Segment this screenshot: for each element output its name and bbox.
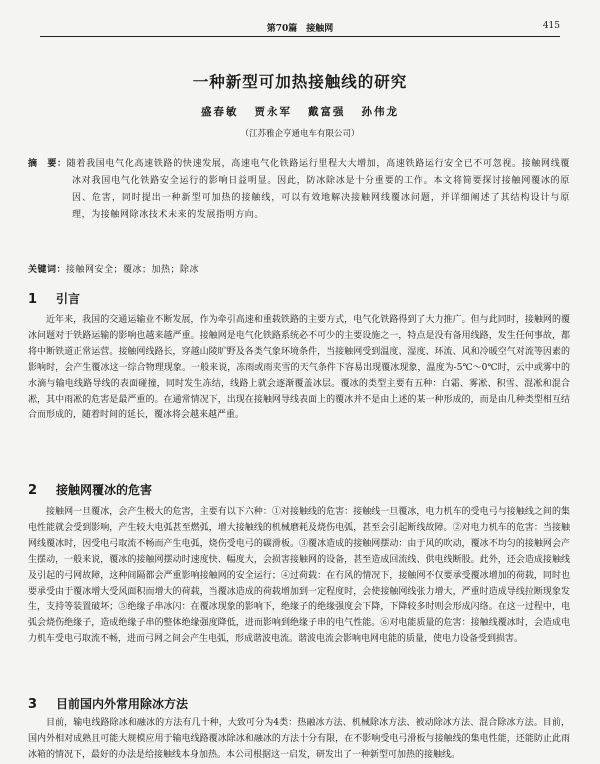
section-number: 3 — [28, 697, 38, 712]
abstract-label: 摘 要： — [28, 159, 67, 169]
author-name: 孙伟龙 — [361, 106, 399, 118]
section-title: 目前国内外常用除冰方法 — [56, 697, 189, 711]
author-list — [0, 104, 600, 119]
section-heading-3 — [28, 695, 570, 712]
abstract-text: 随着我国电气化高速铁路的快速发展，高速电气化铁路运行里程大大增加，高速铁路运行安全已不可忽视。接触网线覆冰对我国电气化铁路安全运行的影响日益明显。因此，防冰除冰是十分重要的工作。本文将简要探讨接触网覆冰的原因、危害，同时提出一种新型可加热的接触线，可以有效地解决接触网线覆冰问题，并详细阐述了其结构设计与原理，为接触网除冰技术未来的发展指明方向。 — [66, 159, 571, 220]
section-body-1: 近年来，我国的交通运输业不断发展，作为牵引高速和重载铁路的主要方式，电气化铁路得到了大力推广。但与此同时，接触网的覆冰问题对于铁路运输的影响也越来越严重。接触网是电气化铁路系统必不可少的主要设施之一，特点是没有备用线路，发生任何事故，都将中断铁道正常运营。接触网线路长，穿越山陵旷野及各类气象环境条件，当接触网受到温度、湿度、环流、风和冷暖空气对流等因素的影响时，会产生覆冰这一综合物理现象。一般来说，冻雨或雨夹雪的天气条件下容易出现覆冰现象，温度为-5℃～0℃时，云中或雾中的水滴与输电线路导线的表面碰撞，同时发生冻结，线路上就会逐渐覆盖冰层。覆冰的类型主要有五种：白霜、雾凇、积雪、混凇和混合凇，其中雨凇的危害是最严重的。在通常情况下，出现在接触网导线表面上的覆冰并不是由上述的某一种形成的，而是由几种类型相互结合而形成的，随着时间的延长，覆冰将会越来越严重。 — [28, 315, 570, 421]
abstract — [28, 156, 570, 224]
section-body-2: 接触网一旦覆冰，会产生极大的危害，主要有以下六种：①对接触线的危害：接触线一旦覆冰，电力机车的受电弓与接触线之间的集电性能就会受到影响，产生较大电弧甚至燃弧，增大接触线的机械磨耗及烧伤电弧，甚至会引起断线故障。②对电力机车的危害：当接触网线覆冰时，因受电弓取流不畅而产生电弧，烧伤受电弓的碳滑板。③覆冰造成的接触网摆动：由于风的吹动，覆冰不均匀的接触网会产生摆动，一般来说，覆冰的接触网摆动时速度快、幅度大，会损害接触网的设备，甚至造成回流线、供电线断股。此外，还会造成接触线及引起的弓网故障，这种间隔都会严重影响接触网的安全运行；④过荷载：在冇风的情况下，接触网不仅要承受覆冰增加的荷载，同时也要承受由于覆冰增大受风面积而增大的荷载，当覆冰造成的荷载增加到一定程度时，会使接触网线张力增大，严重时造成导线拉断现象发生，支持等装置破坏；⑤绝缘子串冰闪：在覆冰现象的影响下，绝缘子的绝缘强度会下降，下降较多时则会形成闪络。在这一过程中，电弧会烧伤绝缘子，造成绝缘子串的整体绝缘强度降低，进而影响到绝缘子串的电气性能。⑥对电能质量的危害：接触线覆冰时，会造成电力机车受电弓取流不畅，进而弓网之间会产生电弧，形成谐波电流。谐波电流会影响电网电能的质量，使电力设备受到损害。 — [28, 507, 570, 645]
section-body-3: 目前，输电线路除冰和融冰的方法有几十种，大致可分为4类：热融冰方法、机械除冰方法、被动除冰方法、混合除冰方法。目前，国内外相对成熟且可能大规模应用于输电线路覆冰除冰和融冰的方法十分有限，在不影响受电弓滑板与接触线的集电性能，还能防止此雨冰箱的情况下，最好的办法是给接触线本身加热。本公司根据这一启发，研发出了一种新型可加热的接触线。 — [28, 718, 570, 760]
keywords-text: 接触网安全；覆冰；加热；除冰 — [66, 265, 200, 275]
section-title: 引言 — [56, 292, 81, 306]
section-number: 2 — [28, 483, 38, 498]
section-heading-2 — [28, 481, 570, 498]
paper-title: 一种新型可加热接触线的研究 — [192, 72, 408, 91]
author-name: 贾永军 — [254, 106, 292, 118]
keywords-label: 关键词： — [28, 265, 67, 275]
affiliation: （江苏雅企亨通电车有限公司） — [240, 129, 360, 139]
journal-section-label: 第70篇 接触网 — [266, 24, 334, 34]
running-header — [40, 18, 560, 37]
section-title: 接触网覆冰的危害 — [56, 483, 153, 497]
keywords — [28, 262, 570, 275]
author-name: 戴富强 — [308, 106, 346, 118]
page-number: 415 — [542, 21, 560, 31]
section-number: 1 — [28, 292, 38, 307]
author-name: 盛春敏 — [201, 106, 239, 118]
section-heading-1 — [28, 290, 570, 307]
